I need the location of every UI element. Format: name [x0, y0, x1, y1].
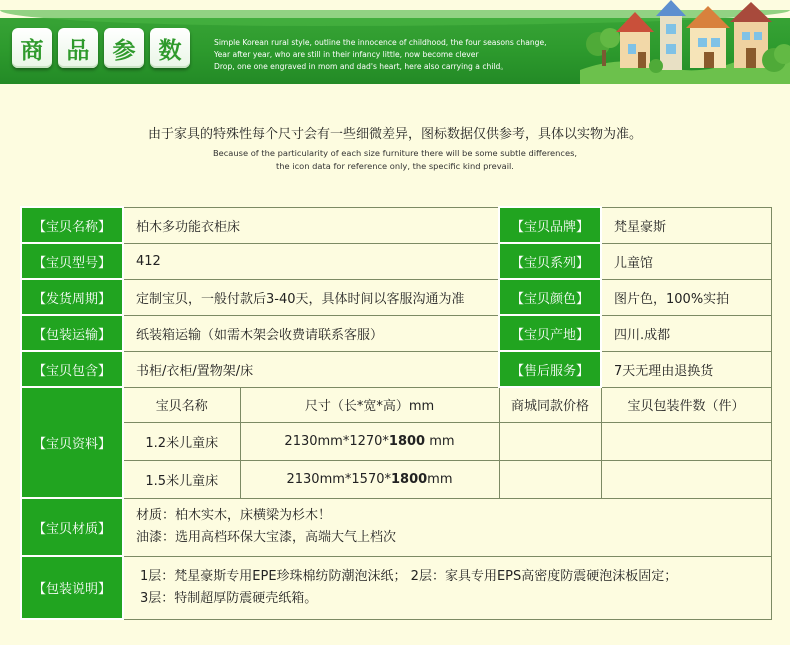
title-tiles: [12, 28, 190, 68]
table-row: [21, 207, 771, 243]
material-label: 【宝贝材质】: [32, 521, 111, 537]
banner-tagline: [214, 37, 547, 73]
ship-value: 定制宝贝，一般付款后3-40天，具体时间以客服沟通为准: [123, 279, 499, 315]
info-header: 宝贝包装件数（件）: [601, 387, 771, 422]
size-part: 1800: [390, 471, 428, 487]
label-cell: [21, 279, 123, 315]
label-cell: [499, 243, 601, 279]
brand-value: 梵星豪斯: [601, 207, 771, 243]
label-cell: [21, 556, 123, 619]
tagline-line: Simple Korean rural style, outline the innocence of childhood, the four seasons change,: [214, 38, 547, 47]
material-line: 油漆：选用高档环保大宝漆，高端大气上档次: [136, 530, 397, 545]
origin-label: 【宝贝产地】: [510, 327, 589, 343]
label-cell: [21, 315, 123, 351]
model-value: 412: [123, 243, 499, 279]
info-row-name: 1.2米儿童床: [123, 422, 240, 460]
size-part: mm: [427, 471, 453, 487]
table-row: [21, 422, 771, 460]
info-row-size: [240, 422, 499, 460]
name-label: 【宝贝名称】: [32, 219, 111, 235]
table-row: [21, 460, 771, 498]
label-cell: [21, 351, 123, 387]
series-value: 儿童馆: [601, 243, 771, 279]
info-row-pieces: [601, 460, 771, 498]
service-value: 7天无理由退换货: [601, 351, 771, 387]
size-part: 1800: [388, 433, 426, 449]
table-row: [21, 243, 771, 279]
model-label: 【宝贝型号】: [32, 255, 111, 271]
include-value: 书柜/衣柜/置物架/床: [123, 351, 499, 387]
notice-english: [0, 147, 790, 173]
notice-english-line: Because of the particularity of each size furniture there will be some subtle differences,: [212, 148, 578, 158]
pack-value: 纸装箱运输（如需木架会收费请联系客服）: [123, 315, 499, 351]
label-cell: [21, 243, 123, 279]
size-part: 2130mm*1570*: [286, 471, 391, 487]
packdesc-value: [123, 556, 771, 619]
table-row: [21, 556, 771, 619]
table-row: [21, 279, 771, 315]
title-tile: 商: [12, 28, 52, 68]
series-label: 【宝贝系列】: [510, 255, 589, 271]
service-label: 【售后服务】: [510, 363, 589, 379]
table-row: [21, 498, 771, 556]
name-value: 柏木多功能衣柜床: [123, 207, 499, 243]
size-part: 2130mm*1270*: [284, 433, 389, 449]
title-tile: 品: [58, 28, 98, 68]
info-row-name: 1.5米儿童床: [123, 460, 240, 498]
info-header: 商城同款价格: [499, 387, 601, 422]
label-cell: [21, 498, 123, 556]
tagline-line: Drop, one one engraved in mom and dad's heart, here also carrying a child。: [214, 62, 508, 71]
label-cell: [21, 207, 123, 243]
label-cell: [21, 387, 123, 498]
table-row: [21, 387, 771, 422]
info-label: 【宝贝资料】: [32, 437, 111, 452]
label-cell: [499, 207, 601, 243]
info-row-price: [499, 460, 601, 498]
material-line: 材质：柏木实木，床横梁为杉木！: [136, 508, 332, 523]
title-tile: 数: [150, 28, 190, 68]
packdesc-line: 3层：特制超厚防震硬壳纸箱。: [140, 590, 318, 606]
notice-chinese: 由于家具的特殊性每个尺寸会有一些细微差异，图标数据仅供参考，具体以实物为准。: [147, 127, 642, 142]
product-spec-table: [20, 206, 772, 620]
table-row: [21, 351, 771, 387]
notice-english-line: the icon data for reference only, the specific kind prevail.: [276, 161, 514, 171]
material-value: [123, 498, 771, 556]
brand-label: 【宝贝品牌】: [510, 219, 589, 235]
header-banner: [0, 0, 790, 84]
color-label: 【宝贝颜色】: [510, 291, 589, 307]
packdesc-line: 1层：梵星豪斯专用EPE珍珠棉纺防潮泡沫纸； 2层：家具专用EPS高密度防震硬泡沫板固定；: [140, 568, 678, 584]
info-header: 宝贝名称: [123, 387, 240, 422]
packdesc-label: 【包装说明】: [32, 582, 111, 597]
size-part: mm: [425, 433, 455, 449]
info-header: 尺寸（长*宽*高）mm: [240, 387, 499, 422]
origin-value: 四川.成都: [601, 315, 771, 351]
info-row-price: [499, 422, 601, 460]
label-cell: [499, 315, 601, 351]
ship-label: 【发货周期】: [32, 291, 111, 307]
tagline-line: Year after year, who are still in their infancy little, now become clever: [214, 50, 479, 59]
include-label: 【宝贝包含】: [32, 363, 111, 379]
title-tile: 参: [104, 28, 144, 68]
label-cell: [499, 351, 601, 387]
pack-label: 【包装运输】: [32, 327, 111, 343]
village-illustration: [580, 0, 790, 84]
label-cell: [499, 279, 601, 315]
color-value: 图片色，100%实拍: [601, 279, 771, 315]
table-row: [21, 315, 771, 351]
info-row-pieces: [601, 422, 771, 460]
info-row-size: [240, 460, 499, 498]
